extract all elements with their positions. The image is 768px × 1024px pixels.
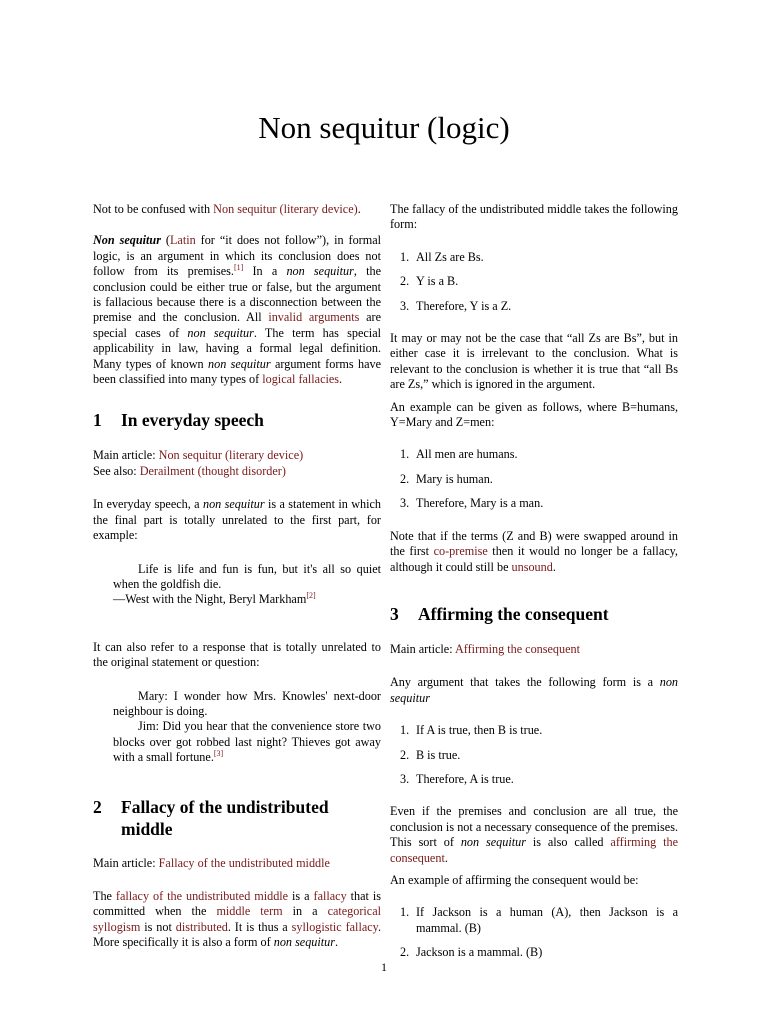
list-item: 3. Therefore, Y is a Z.	[400, 298, 512, 313]
page-title: Non sequitur (logic)	[258, 110, 510, 145]
takes-form-paragraph: Any argument that takes the following form is a non sequitur	[390, 675, 678, 705]
swap-note-paragraph: Note that if the terms (Z and B) were swapped around in the first co-premise then it would no longer be a fallacy, although it could still be unsound.	[390, 528, 678, 574]
section-2-heading: 2 Fallacy of the undistributed middle	[93, 796, 329, 839]
irrelevant-paragraph: It may or may not be the case that “all Zs are Bs”, but in either case it is irrelevant to the conclusion. What is relevant to the conclusion is whether it is true that “all Bs are Zs,” which is ignored in the argument.	[390, 331, 678, 392]
link-latin[interactable]: Latin	[169, 233, 196, 248]
list-jackson-example	[390, 905, 678, 960]
ref-1[interactable]: [1]	[233, 263, 244, 273]
link-unsound[interactable]: unsound	[511, 559, 553, 574]
link-derailment[interactable]: Derailment (thought disorder)	[139, 463, 286, 478]
left-column	[93, 202, 381, 961]
section-1-heading: 1 In everyday speech	[93, 410, 264, 431]
undistributed-paragraph: The fallacy of the undistributed middle is a fallacy that is committed when the middle term in a categorical syllogism is not distributed. It is thus a syllogistic fallacy. More specifically it is also a form of non sequitur.	[93, 888, 382, 950]
link-main-affirming-consequent[interactable]: Affirming the consequent	[454, 641, 580, 656]
list-item: 3. Therefore, Mary is a man.	[400, 496, 544, 511]
link-main-non-sequitur-literary[interactable]: Non sequitur (literary device)	[158, 448, 304, 463]
response-paragraph: It can also refer to a response that is totally unrelated to the original statement or question:	[93, 639, 381, 670]
section-3-main-article: Main article: Affirming the consequent	[390, 641, 580, 656]
link-invalid-arguments[interactable]: invalid arguments	[268, 310, 360, 325]
intro-paragraph: Non sequitur (Latin for “it does not follow”), in formal logic, is an argument in which its conclusion does not follow from its premises.[1] In a non sequitur, the conclusion could be either true or false, but the argument is fallacious because there is a disconnection between the premise and the conclusion. All invalid arguments are special cases of non sequitur. The term has special applicability in law, having a formal legal definition. Many types of known non sequitur argument forms have been classified into many types of logical fallacies.	[93, 233, 382, 387]
example-paragraph: An example can be given as follows, where B=humans, Y=Mary and Z=men:	[390, 399, 678, 430]
quote-mary-jim: Mary: I wonder how Mrs. Knowles' next-door neighbour is doing. Jim: Did you hear that the convenience store two blocks over got robbed last night? Thieves got away with a small fortune.[3]	[113, 688, 381, 765]
premises-paragraph: Even if the premises and conclusion are all true, the conclusion is not a necessary consequence of the premises. This sort of non sequitur is also called affirming the consequent.	[390, 804, 678, 865]
section-3-heading: 3 Affirming the consequent	[390, 603, 609, 624]
link-co-premise[interactable]: co-premise	[433, 544, 488, 559]
list-item: 2. Mary is human.	[400, 471, 493, 486]
list-item: 1. All Zs are Bs.	[400, 249, 484, 264]
section-1-see-also: See also: Derailment (thought disorder)	[93, 463, 286, 478]
quote-markham: Life is life and fun is fun, but it's all so quiet when the goldfish die. —West with the Night, Beryl Markham[2]	[113, 561, 381, 607]
list-affirming-form	[390, 723, 678, 787]
list-item: 3. Therefore, A is true.	[400, 771, 514, 786]
link-affirming-consequent[interactable]: affirming the consequent	[390, 835, 678, 865]
list-item: 2. Y is a B.	[400, 274, 459, 289]
list-item: 1. If Jackson is a human (A), then Jackson is a mammal. (B)	[400, 905, 678, 935]
link-syllogistic-fallacy[interactable]: syllogistic fallacy	[291, 919, 378, 934]
link-logical-fallacies[interactable]: logical fallacies	[262, 372, 340, 387]
section-1-main-article: Main article: Non sequitur (literary device)	[93, 448, 304, 463]
everyday-paragraph: In everyday speech, a non sequitur is a statement in which the final part is totally unrelated to the first part, for example:	[93, 497, 382, 543]
link-categorical-syllogism[interactable]: categorical syllogism	[93, 904, 382, 934]
list-undistributed-form	[390, 250, 678, 314]
ref-3[interactable]: [3]	[213, 749, 224, 759]
form-paragraph: The fallacy of the undistributed middle takes the following form:	[390, 202, 678, 232]
ref-2[interactable]: [2]	[306, 591, 316, 601]
list-mary-example	[390, 447, 678, 511]
list-item: 1. If A is true, then B is true.	[400, 723, 543, 738]
link-fallacy[interactable]: fallacy	[313, 888, 347, 903]
link-non-sequitur-literary[interactable]: Non sequitur (literary device)	[213, 202, 358, 216]
link-fallacy-undistributed[interactable]: fallacy of the undistributed middle	[115, 888, 289, 903]
link-main-undistributed-middle[interactable]: Fallacy of the undistributed middle	[158, 855, 330, 870]
list-item: 2. Jackson is a mammal. (B)	[400, 945, 543, 960]
hatnote: Not to be confused with Non sequitur (literary device).	[93, 202, 361, 216]
section-2-main-article: Main article: Fallacy of the undistributed middle	[93, 855, 330, 870]
right-column	[390, 202, 678, 970]
page-number: 1	[381, 960, 387, 974]
list-item: 1. All men are humans.	[400, 447, 518, 462]
link-middle-term[interactable]: middle term	[216, 904, 283, 919]
affirming-example-paragraph: An example of affirming the consequent would be:	[390, 872, 639, 887]
list-item: 2. B is true.	[400, 747, 461, 762]
link-distributed[interactable]: distributed	[175, 919, 228, 934]
